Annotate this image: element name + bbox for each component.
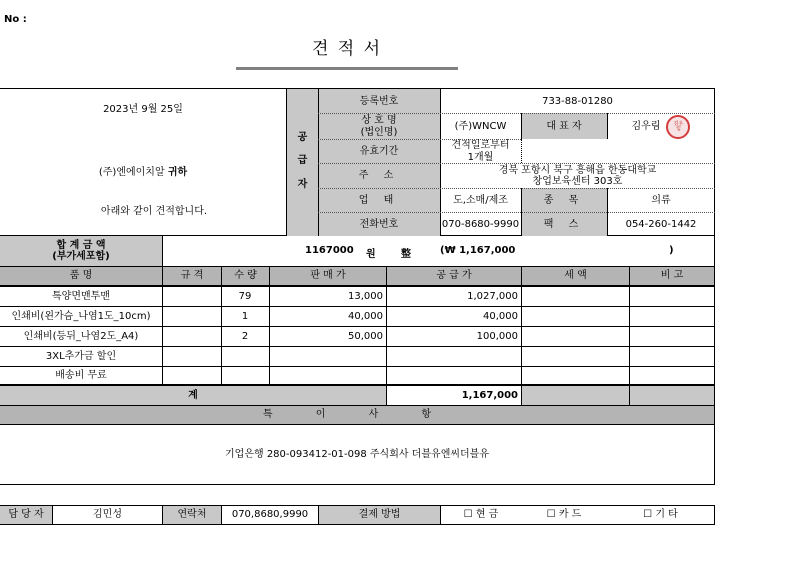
items-table — [0, 267, 715, 405]
sum-label: 계 — [188, 389, 198, 401]
valid-period-value — [440, 140, 521, 163]
row-item-note — [629, 367, 714, 384]
company-name-label-line2: (법인명) — [360, 126, 398, 138]
row-item-qty: 2 — [241, 330, 249, 342]
ceo-value: 김우림 — [631, 120, 661, 132]
total-amount-row — [0, 236, 715, 267]
footer-row — [0, 505, 715, 525]
table-row — [0, 347, 714, 367]
manager-value: 김민성 — [52, 506, 162, 524]
row-item-note — [629, 327, 714, 346]
supplier-char-2: 급 — [297, 155, 308, 167]
seal-text: 김우림 — [673, 120, 684, 132]
total-label-line1: 합 계 금 액 — [56, 239, 106, 251]
company-name-label — [318, 114, 440, 139]
payment-cash-option[interactable]: ☐ 현 금 — [440, 506, 521, 524]
row-item-supply: 40,000 — [483, 311, 518, 322]
table-header — [0, 267, 714, 287]
ceo-label: 대 표 자 — [546, 120, 582, 132]
contact-label: 연락처 — [162, 506, 221, 524]
total-zheng: 整 — [401, 249, 411, 260]
payment-card-option[interactable]: ☐ 카 드 — [546, 509, 582, 521]
row-item-price — [269, 347, 386, 366]
row-item-price: 13,000 — [348, 291, 383, 302]
row-item-spec — [162, 367, 221, 384]
sum-tax-cell — [522, 386, 629, 405]
reg-number-label: 등록번호 — [359, 95, 399, 107]
valid-period-line2: 1개월 — [467, 151, 494, 163]
business-item-label: 종 목 — [543, 194, 585, 206]
row-item-supply — [386, 367, 521, 384]
row-item-supply — [386, 347, 521, 366]
row-item-name: 인쇄비(왼가슴_나염1도_10cm) — [11, 310, 151, 322]
row-item-tax — [521, 287, 629, 306]
reg-number-value: 733-88-01280 — [542, 95, 613, 107]
manager-label: 담 당 자 — [0, 506, 52, 524]
row-item-spec — [162, 327, 221, 346]
table-row — [0, 287, 714, 307]
row-item-note — [629, 287, 714, 306]
row-item-supply: 100,000 — [476, 331, 518, 342]
row-item-qty: 79 — [238, 290, 252, 302]
row-item-tax — [521, 367, 629, 384]
row-item-qty: 1 — [241, 310, 249, 322]
row-item-spec — [162, 287, 221, 306]
row-item-name: 인쇄비(등뒤_나염2도_A4) — [23, 330, 139, 342]
header-name: 품 명 — [69, 270, 93, 282]
special-notes-label: 특 이 사 항 — [0, 405, 715, 425]
row-item-name: 3XL추가금 할인 — [45, 350, 117, 362]
contact-value: 070,8680,9990 — [221, 506, 318, 524]
row-item-note — [629, 307, 714, 326]
ceo-value-cell — [607, 114, 715, 139]
phone-value: 070-8680-9990 — [441, 218, 520, 230]
address-line1: 경북 포항시 북구 흥해읍 한동대학교 — [498, 164, 657, 176]
total-amount-label — [0, 236, 162, 266]
table-row — [0, 327, 714, 347]
header-supply: 공 급 가 — [386, 267, 521, 285]
recipient-line — [0, 165, 286, 181]
row-item-tax — [521, 307, 629, 326]
row-item-tax — [521, 347, 629, 366]
payment-other-option[interactable]: ☐ 기 타 — [643, 509, 678, 521]
customer-name: (주)엔에이치알 — [98, 167, 165, 179]
table-row — [0, 307, 714, 327]
row-item-name: 배송비 무료 — [55, 369, 107, 381]
business-item-value: 의류 — [651, 194, 671, 206]
total-amount-number: 1167000 — [305, 245, 354, 256]
quote-date: 2023년 9월 25일 — [103, 104, 183, 116]
info-block — [0, 88, 715, 236]
row-item-price: 40,000 — [348, 311, 383, 322]
row-item-qty — [221, 347, 269, 366]
header-qty: 수 량 — [221, 267, 269, 285]
supplier-char-3: 자 — [297, 179, 308, 191]
honorific: 귀하 — [167, 167, 188, 179]
company-seal — [666, 115, 690, 139]
address-label: 주 소 — [358, 170, 400, 182]
fax-value: 054-260-1442 — [625, 218, 697, 230]
valid-period-label: 유효기간 — [359, 145, 399, 157]
valid-period-line1: 견적일로부터 — [451, 140, 510, 151]
table-row — [0, 367, 714, 386]
header-note: 비 고 — [629, 267, 714, 285]
document-title: 견 적 서 — [311, 39, 383, 60]
payment-label: 결제 방법 — [318, 506, 440, 524]
header-tax: 세 액 — [521, 267, 629, 285]
row-item-tax — [521, 327, 629, 346]
total-close: ) — [669, 245, 674, 256]
row-item-name: 특양면맨투맨 — [52, 290, 110, 302]
business-type-value: 도,소매/제조 — [453, 194, 508, 206]
address-line2: 창업보육센터 303호 — [532, 176, 623, 187]
row-item-price: 50,000 — [348, 331, 383, 342]
header-spec: 규 격 — [162, 267, 221, 285]
title-underline — [236, 67, 458, 70]
row-item-spec — [162, 347, 221, 366]
row-item-note — [629, 347, 714, 366]
row-item-supply: 1,027,000 — [467, 291, 518, 302]
phone-label: 전화번호 — [359, 218, 399, 230]
total-label-line2: (부가세포함) — [52, 251, 110, 262]
total-won: 원 — [366, 249, 376, 260]
sum-label-cell — [0, 386, 386, 405]
no-label: No : — [4, 14, 27, 25]
sum-note-cell — [630, 386, 714, 405]
row-item-qty — [221, 367, 269, 384]
row-item-price — [269, 367, 386, 384]
special-notes-text: 기업은행 280-093412-01-098 주식회사 더블유엔씨더블유 — [0, 425, 715, 485]
row-item-spec — [162, 307, 221, 326]
address-value — [440, 164, 715, 188]
business-type-label: 업 태 — [358, 194, 400, 206]
fax-label: 팩 스 — [543, 218, 585, 230]
company-name-value: (주)WNCW — [454, 120, 507, 132]
header-price: 판 매 가 — [269, 267, 386, 285]
supplier-side-label — [286, 89, 318, 236]
company-name-label-line1: 상 호 명 — [361, 115, 397, 126]
sum-supply: 1,167,000 — [461, 390, 518, 401]
supplier-char-1: 공 — [297, 132, 308, 144]
intro-text: 아래와 같이 견적합니다. — [100, 206, 208, 218]
total-formatted: (₩ 1,167,000 — [440, 245, 516, 256]
